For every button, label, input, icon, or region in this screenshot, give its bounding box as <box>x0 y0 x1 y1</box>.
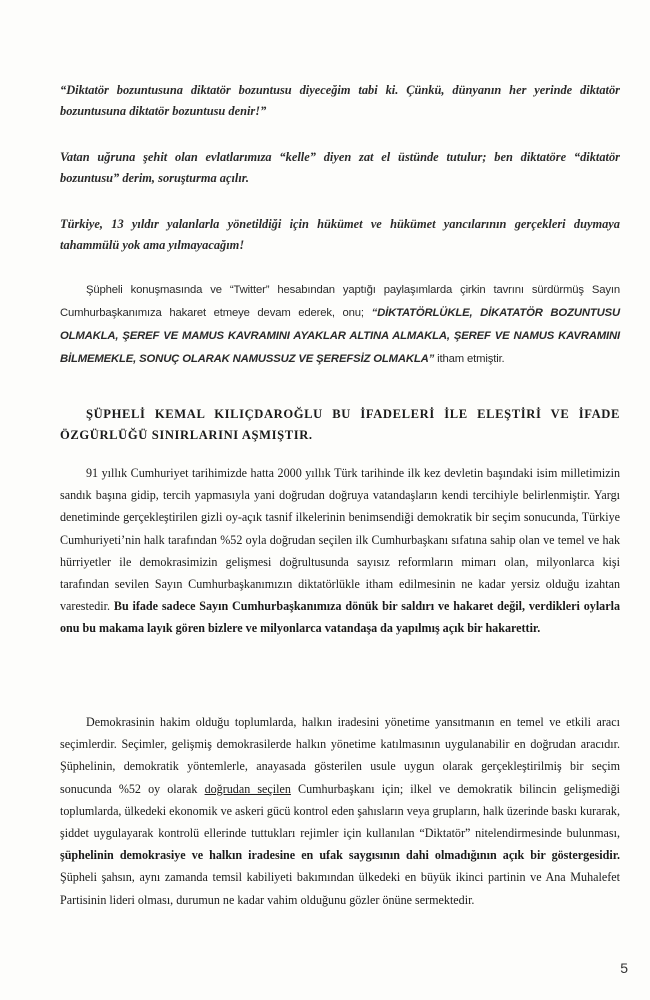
section-heading: ŞÜPHELİ KEMAL KILIÇDAROĞLU BU İFADELERİ İLE ELEŞTİRİ VE İFADE ÖZGÜRLÜĞÜ SINIRLARINI AŞMIŞTIR. <box>60 407 620 442</box>
statement-outro: itham etmiştir. <box>434 353 505 365</box>
body-paragraph-2-text1: Demokrasinin hakim olduğu toplumlarda, halkın iradesini yönetime yansıtmanın en temel ve etkili aracı seçimlerdir. Seçimler, gelişmiş demokrasilerde halkın yönetime katılmasının uygulanabilir en doğrudan aracıdır. Şüphelinin, demokratik yöntemlerle, anayasada gösterilen usule uygun olarak gerçekleştirilmiş bir seçim sonucunda %52 oy olarak <box>60 715 620 796</box>
statement-paragraph <box>60 279 620 371</box>
body-paragraph-1-text: 91 yıllık Cumhuriyet tarihimizde hatta 2000 yıllık Türk tarihinde ilk kez devletin başındaki isim milletimizin sandık başına gidip, tercih yapmasıyla yani doğrudan doğruya vatandaşların kendi tercihiyle belirlenmiştir. Yargı denetiminde gerçekleştirilen gizli oy-açık tasnif ilkelerinin benimsendiği demokratik bir seçim sonucunda, Türkiye Cumhuriyeti’nin halk tarafından %52 oyla doğrudan seçilen ilk Cumhurbaşkanı sıfatına sahip olan ve temel ve hak hürriyetler ile demokrasimizin gelişmesi doğrultusunda sayısız reformların mimarı olan, milyonlarca kişi tarafından sevilen Sayın Cumhurbaşkanımızın diktatörlükle itham edilmesinin ne kadar yersiz olduğu izahtan varestedir. <box>60 466 620 614</box>
body-paragraph-2-underlined: doğrudan seçilen <box>204 781 291 796</box>
body-paragraph-1 <box>60 462 620 640</box>
body-paragraph-2-text3: Şüpheli şahsın, aynı zamanda temsil kabiliyeti bakımından ülkedeki en büyük ikinci partinin ve Ana Muhalefet Partisinin lideri olması, durumun ne kadar vahim olduğunu gözler önüne sermektedir. <box>60 870 620 907</box>
quote-paragraph-3: Türkiye, 13 yıldır yalanlarla yönetildiği için hükümet ve hükümet yancılarının gerçekleri duymaya tahammülü yok ama yılmayacağım! <box>60 217 620 252</box>
page-number: 5 <box>620 960 628 976</box>
quote-paragraph-2: Vatan uğruna şehit olan evlatlarımıza “kelle” diyen zat el üstünde tutulur; ben diktatöre “diktatör bozuntusu” derim, soruşturma açılır. <box>60 150 620 185</box>
body-paragraph-2-text2: Cumhurbaşkanı için; ilkel ve demokratik bilincin gelişmediği toplumlarda, ülkedeki ekonomik ve askeri gücü kontrol eden şahısların veya grupların, halk üzerinde baskı kurarak, şiddet uygulayarak kontrolü ellerinde tuttukları rejimler için kullanılan “Diktatör” nitelendirmesinde bulunması, <box>60 781 621 841</box>
body-paragraph-2 <box>60 711 620 911</box>
quote-paragraph-1: “Diktatör bozuntusuna diktatör bozuntusu diyeceğim tabi ki. Çünkü, dünyanın her yerinde diktatör bozuntusuna diktatör bozuntusu denir!” <box>60 83 620 118</box>
body-paragraph-1-bold: Bu ifade sadece Sayın Cumhurbaşkanımıza dönük bir saldırı ve hakaret değil, verdikleri oylarla onu bu makama layık gören bizlere ve milyonlarca vatandaşa da yapılmış açık bir hakarettir. <box>60 599 620 636</box>
statement-emphasis: “DİKTATÖRLÜKLE, DİKATATÖR BOZUNTUSU OLMAKLA, ŞEREF VE MAMUS KAVRAMINI AYAKLAR ALTINA ALMAKLA, ŞEREF VE NAMUS KAVRAMINI BİLMEMEKLE, SONUÇ OLARAK NAMUSSUZ VE ŞEREFSİZ OLMAKLA” <box>60 307 620 365</box>
statement-intro: Şüpheli konuşmasında ve “Twitter” hesabından yaptığı paylaşımlarda çirkin tavrını sürdürmüş Sayın Cumhurbaşkanımıza hakaret etmeye devam ederek, onu; <box>60 284 620 319</box>
body-paragraph-2-bold: şüphelinin demokrasiye ve halkın iradesine en ufak saygısının dahi olmadığının açık bir göstergesidir. <box>60 848 620 863</box>
